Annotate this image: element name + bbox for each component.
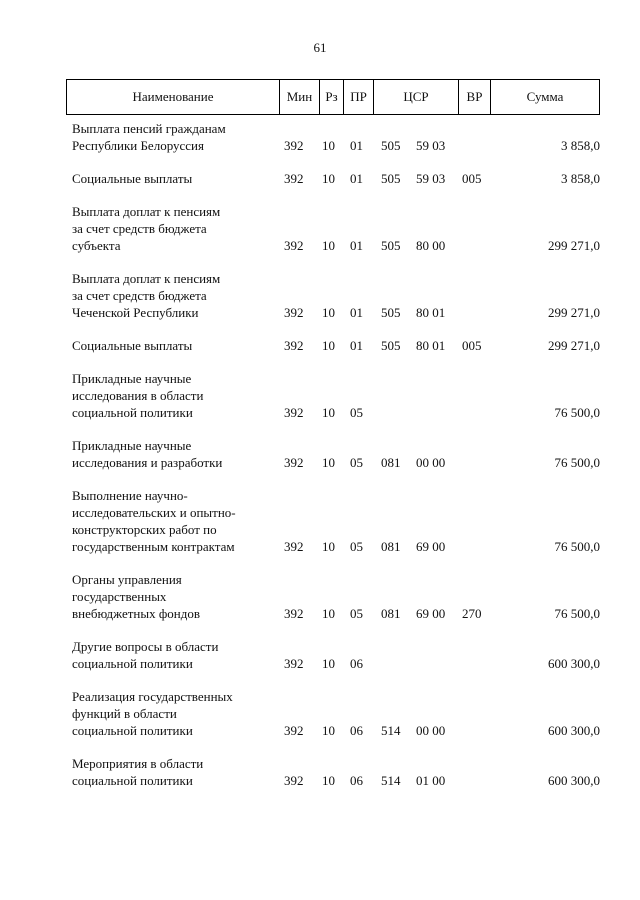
cell-csr-part2: 00 00 <box>416 723 446 738</box>
cell-sum: 3 858,0 <box>561 138 600 153</box>
cell-rz: 10 <box>322 138 335 153</box>
header-vr: ВР <box>459 80 491 114</box>
row-name-line: функций в области <box>72 706 177 721</box>
row-name-line: Прикладные научные <box>72 438 192 453</box>
cell-csr-part1: 505 <box>381 305 401 320</box>
row-name-line: за счет средств бюджета <box>72 221 207 236</box>
cell-csr-part1: 505 <box>381 138 401 153</box>
cell-min: 392 <box>284 405 304 420</box>
cell-vr: 005 <box>462 171 482 186</box>
table-row <box>0 437 640 471</box>
cell-rz: 10 <box>322 338 335 353</box>
table-row <box>0 638 640 672</box>
cell-min: 392 <box>284 656 304 671</box>
cell-min: 392 <box>284 606 304 621</box>
table-row <box>0 120 640 154</box>
cell-vr: 005 <box>462 338 482 353</box>
cell-min: 392 <box>284 305 304 320</box>
cell-rz: 10 <box>322 606 335 621</box>
cell-csr-part2: 59 03 <box>416 171 446 186</box>
table-row <box>0 370 640 421</box>
cell-pr: 05 <box>350 539 363 554</box>
row-name-line: за счет средств бюджета <box>72 288 207 303</box>
row-name-line: Социальные выплаты <box>72 338 193 353</box>
row-name-line: Выплата пенсий гражданам <box>72 121 226 136</box>
cell-csr-part2: 80 00 <box>416 238 446 253</box>
cell-pr: 06 <box>350 656 363 671</box>
cell-min: 392 <box>284 171 304 186</box>
table-row <box>0 170 640 187</box>
cell-csr-part2: 59 03 <box>416 138 446 153</box>
cell-rz: 10 <box>322 773 335 788</box>
cell-pr: 05 <box>350 455 363 470</box>
row-name-line: Выплата доплат к пенсиям <box>72 271 221 286</box>
cell-csr-part2: 69 00 <box>416 539 446 554</box>
cell-csr-part2: 00 00 <box>416 455 446 470</box>
row-codes <box>0 454 640 471</box>
row-name-line: Мероприятия в области <box>72 756 204 771</box>
cell-rz: 10 <box>322 405 335 420</box>
cell-min: 392 <box>284 455 304 470</box>
row-name-line: Реализация государственных <box>72 689 233 704</box>
cell-min: 392 <box>284 723 304 738</box>
row-name-line: исследования и разработки <box>72 455 223 470</box>
row-name-line: Республики Белоруссия <box>72 138 204 153</box>
cell-rz: 10 <box>322 238 335 253</box>
table-header <box>66 79 600 115</box>
cell-pr: 01 <box>350 138 363 153</box>
row-codes <box>0 337 640 354</box>
table-row <box>0 755 640 789</box>
cell-sum: 299 271,0 <box>548 338 600 353</box>
row-codes <box>0 605 640 622</box>
row-codes <box>0 404 640 421</box>
cell-csr-part1: 081 <box>381 455 401 470</box>
cell-pr: 01 <box>350 171 363 186</box>
cell-sum: 76 500,0 <box>554 539 600 554</box>
row-name-line: субъекта <box>72 238 121 253</box>
table-row <box>0 487 640 555</box>
cell-min: 392 <box>284 338 304 353</box>
cell-pr: 06 <box>350 773 363 788</box>
row-name-line: конструкторских работ по <box>72 522 217 537</box>
cell-csr-part1: 514 <box>381 723 401 738</box>
cell-rz: 10 <box>322 305 335 320</box>
cell-sum: 600 300,0 <box>548 773 600 788</box>
row-codes <box>0 722 640 739</box>
cell-vr: 270 <box>462 606 482 621</box>
cell-sum: 76 500,0 <box>554 606 600 621</box>
table-row <box>0 688 640 739</box>
page-number: 61 <box>313 40 327 55</box>
cell-csr-part2: 69 00 <box>416 606 446 621</box>
cell-min: 392 <box>284 138 304 153</box>
cell-sum: 3 858,0 <box>561 171 600 186</box>
table-row <box>0 203 640 254</box>
row-name-line: социальной политики <box>72 405 193 420</box>
cell-csr-part1: 505 <box>381 338 401 353</box>
cell-rz: 10 <box>322 656 335 671</box>
cell-csr-part1: 505 <box>381 238 401 253</box>
cell-csr-part1: 081 <box>381 606 401 621</box>
row-name-line: исследования в области <box>72 388 204 403</box>
header-min: Мин <box>280 80 320 114</box>
row-codes <box>0 237 640 254</box>
header-csr: ЦСР <box>374 80 459 114</box>
cell-min: 392 <box>284 539 304 554</box>
cell-min: 392 <box>284 238 304 253</box>
cell-pr: 01 <box>350 305 363 320</box>
cell-csr-part2: 80 01 <box>416 305 446 320</box>
cell-sum: 299 271,0 <box>548 238 600 253</box>
row-name-line: социальной политики <box>72 656 193 671</box>
cell-csr-part2: 80 01 <box>416 338 446 353</box>
row-name-line: социальной политики <box>72 723 193 738</box>
row-name-line: внебюджетных фондов <box>72 606 200 621</box>
row-name-line: государственных <box>72 589 167 604</box>
cell-sum: 76 500,0 <box>554 455 600 470</box>
cell-csr-part1: 081 <box>381 539 401 554</box>
cell-csr-part2: 01 00 <box>416 773 446 788</box>
header-sum: Сумма <box>526 89 564 104</box>
table-body <box>0 120 640 805</box>
cell-rz: 10 <box>322 455 335 470</box>
row-name-line: Социальные выплаты <box>72 171 193 186</box>
table-row <box>0 571 640 622</box>
cell-sum: 600 300,0 <box>548 723 600 738</box>
row-codes <box>0 170 640 187</box>
row-name-line: социальной политики <box>72 773 193 788</box>
cell-sum: 76 500,0 <box>554 405 600 420</box>
header-rz: Рз <box>320 80 344 114</box>
cell-pr: 05 <box>350 606 363 621</box>
cell-csr-part1: 514 <box>381 773 401 788</box>
table-row <box>0 270 640 321</box>
row-name-line: Другие вопросы в области <box>72 639 219 654</box>
cell-pr: 01 <box>350 338 363 353</box>
cell-pr: 05 <box>350 405 363 420</box>
row-name-line: Выплата доплат к пенсиям <box>72 204 221 219</box>
row-codes <box>0 772 640 789</box>
row-name-line: Органы управления <box>72 572 182 587</box>
cell-rz: 10 <box>322 539 335 554</box>
header-pr: ПР <box>344 80 374 114</box>
cell-min: 392 <box>284 773 304 788</box>
cell-pr: 06 <box>350 723 363 738</box>
table-row <box>0 337 640 354</box>
cell-csr-part1: 505 <box>381 171 401 186</box>
cell-rz: 10 <box>322 723 335 738</box>
header-name: Наименование <box>67 80 280 114</box>
row-codes <box>0 538 640 555</box>
row-name-line: Прикладные научные <box>72 371 192 386</box>
row-name-line: Чеченской Республики <box>72 305 199 320</box>
cell-rz: 10 <box>322 171 335 186</box>
cell-sum: 600 300,0 <box>548 656 600 671</box>
row-codes <box>0 137 640 154</box>
row-name-line: исследовательских и опытно- <box>72 505 236 520</box>
cell-sum: 299 271,0 <box>548 305 600 320</box>
row-codes <box>0 655 640 672</box>
cell-pr: 01 <box>350 238 363 253</box>
row-codes <box>0 304 640 321</box>
row-name-line: Выполнение научно- <box>72 488 188 503</box>
row-name-line: государственным контрактам <box>72 539 235 554</box>
